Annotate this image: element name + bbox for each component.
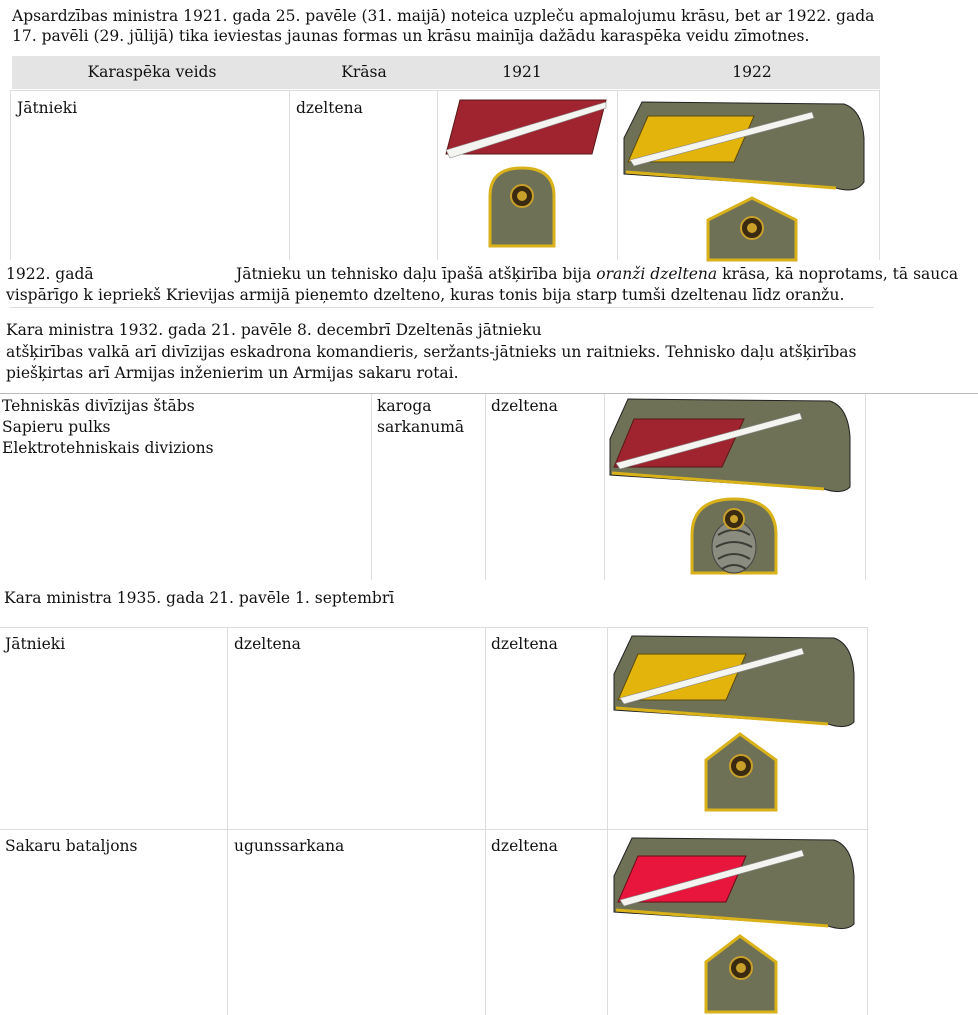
note-right-1: Jātnieku un tehnisko daļu īpašā atšķirība bija oranži dzeltena krāsa, kā noprotams, tā sauca: [236, 265, 959, 283]
unit-1: Tehniskās divīzijas štābs: [2, 397, 195, 415]
epaulette-1932-image: [610, 397, 860, 577]
epaulette-1922-image: [624, 98, 874, 260]
table-header: [12, 56, 880, 89]
header-branch: Karaspēka veids: [87, 63, 217, 81]
header-color: Krāsa: [341, 63, 387, 81]
order-1932-line-1: Kara ministra 1932. gada 21. pavēle 8. decembrī Dzeltenās jātnieku: [6, 321, 542, 339]
epaulette-1921-image: [440, 96, 612, 246]
row2-color: ugunssarkana: [234, 837, 345, 855]
intro-line-1: Apsardzības ministra 1921. gada 25. pavēle (31. maijā) noteica uzpleču apmalojumu krāsu, bet ar 1922. gada: [12, 7, 875, 25]
note-right-2: iepriekš Krievijas armijā pieņemto dzelteno, kuras tonis bija starp tumši dzeltenau līdz oranžu.: [98, 286, 845, 304]
header-1922: 1922: [732, 63, 772, 81]
header-1921: 1921: [502, 63, 542, 81]
branch-cell: Jātnieki: [17, 99, 78, 117]
row1-edge: dzeltena: [491, 635, 558, 653]
color-line-1: karoga: [377, 397, 432, 415]
order-1932-line-3: piešķirtas arī Armijas inženierim un Armijas sakaru rotai.: [6, 364, 459, 382]
note-left-1: 1922. gadā: [6, 265, 94, 283]
order-1935-title: Kara ministra 1935. gada 21. pavēle 1. septembrī: [4, 589, 395, 607]
row2-branch: Sakaru bataljons: [5, 837, 138, 855]
epaulette-1935-cavalry-image: [614, 634, 864, 810]
color-cell: dzeltena: [296, 99, 363, 117]
unit-3: Elektrotehniskais divizions: [2, 439, 214, 457]
unit-2: Sapieru pulks: [2, 418, 111, 436]
row2-edge: dzeltena: [491, 837, 558, 855]
row1-branch: Jātnieki: [5, 635, 66, 653]
epaulette-1935-signals-image: [614, 836, 864, 1012]
color-line-2: sarkanumā: [377, 418, 465, 436]
row1-color: dzeltena: [234, 635, 301, 653]
intro-line-2: 17. pavēli (29. jūlijā) tika ieviestas jaunas formas un krāsu mainīja dažādu karaspēka veidu zīmotnes.: [12, 27, 810, 45]
order-1932-line-2: atšķirības valkā arī divīzijas eskadrona komandieris, seržants-jātnieks un raitnieks. Tehnisko daļu atšķirības: [6, 343, 857, 361]
note-left-2: vispārīgo k: [6, 286, 93, 304]
edge-color: dzeltena: [491, 397, 558, 415]
